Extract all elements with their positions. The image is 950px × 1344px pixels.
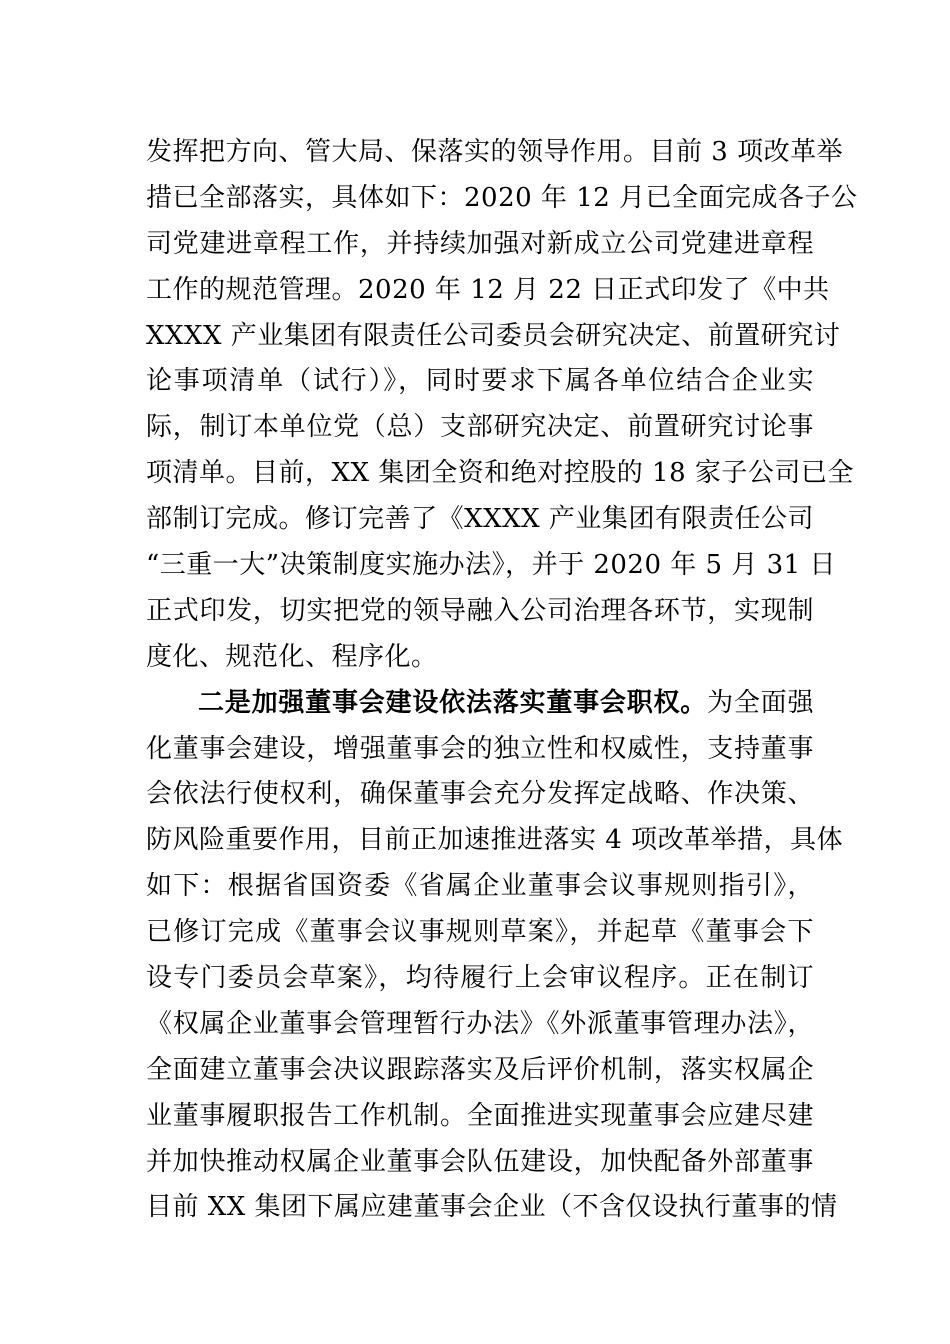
paragraph-2-line-4: 防风险重要作用，目前正加速推进落实 4 项改革举措，具体	[146, 825, 844, 856]
paragraph-1-line-7: 际，制订本单位党（总）支部研究决定、前置研究讨论事	[146, 412, 814, 443]
paragraph-1-line-4: 工作的规范管理。2020 年 12 月 22 日正式印发了《中共	[146, 274, 830, 305]
paragraph-1-line-3: 司党建进章程工作，并持续加强对新成立公司党建进章程	[146, 228, 814, 259]
paragraph-1-line-5: XXXX 产业集团有限责任公司委员会研究决定、前置研究讨	[146, 320, 841, 351]
paragraph-2-line-9: 全面建立董事会决议跟踪落实及后评价机制，落实权属企	[146, 1054, 814, 1085]
paragraph-1-line-10: “三重一大”决策制度实施办法》，并于 2020 年 5 月 31 日	[146, 550, 836, 581]
paragraph-1-line-12: 度化、规范化、程序化。	[146, 641, 438, 672]
paragraph-1-line-6: 论事项清单（试行）》，同时要求下属各单位结合企业实	[146, 366, 814, 397]
body-text	[146, 130, 858, 1231]
paragraph-2-line-11: 并加快推动权属企业董事会队伍建设，加快配备外部董事	[146, 1146, 814, 1177]
paragraph-2-line-10: 业董事履职报告工作机制。全面推进实现董事会应建尽建	[146, 1100, 814, 1131]
paragraph-2-line-3: 会依法行使权利，确保董事会充分发挥定战略、作决策、	[146, 779, 814, 810]
paragraph-2-line-7: 设专门委员会草案》，均待履行上会审议程序。正在制订	[146, 963, 814, 994]
paragraph-2-line-5: 如下：根据省国资委《省属企业董事会议事规则指引》，	[146, 871, 814, 902]
paragraph-1-line-11: 正式印发，切实把党的领导融入公司治理各环节，实现制	[146, 595, 814, 626]
paragraph-1-line-2: 措已全部落实，具体如下：2020 年 12 月已全面完成各子公	[146, 182, 858, 213]
paragraph-1-line-9: 部制订完成。修订完善了《XXXX 产业集团有限责任公司	[146, 504, 814, 535]
paragraph-1-line-8: 项清单。目前，XX 集团全资和绝对控股的 18 家子公司已全	[146, 458, 854, 489]
paragraph-2-line-6: 已修订完成《董事会议事规则草案》，并起草《董事会下	[146, 917, 814, 948]
paragraph-2-first-line-rest: 为全面强	[707, 687, 814, 718]
paragraph-2-first-line	[146, 681, 814, 727]
paragraph-2-heading: 二是加强董事会建设依法落实董事会职权。	[198, 687, 708, 718]
paragraph-2-line-12: 目前 XX 集团下属应建董事会企业（不含仅设执行董事的情	[146, 1192, 838, 1223]
paragraph-2-line-8: 《权属企业董事会管理暂行办法》《外派董事管理办法》，	[146, 1008, 814, 1039]
paragraph-2-line-2: 化董事会建设，增强董事会的独立性和权威性，支持董事	[146, 733, 814, 764]
paragraph-1-line-1: 发挥把方向、管大局、保落实的领导作用。目前 3 项改革举	[146, 137, 844, 167]
